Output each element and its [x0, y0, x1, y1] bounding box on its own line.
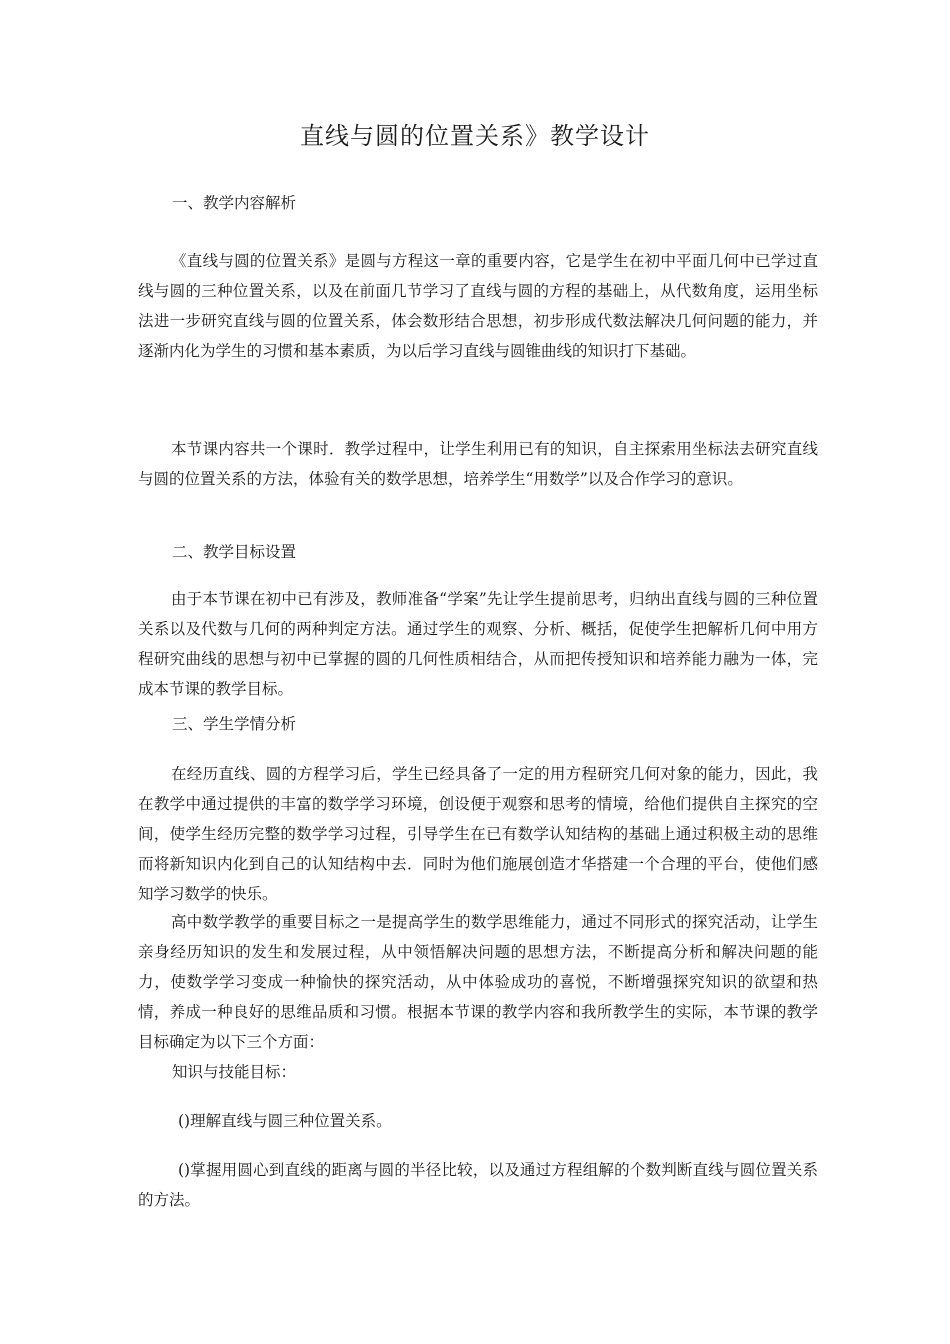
goal-item-2: ()掌握用圆心到直线的距离与圆的半径比较，以及通过方程组解的个数判断直线与圆位置关系的方法。 [138, 1161, 818, 1209]
section-heading-content-analysis: 一、教学内容解析 [172, 194, 297, 212]
paragraph-student-analysis-2: 高中数学教学的重要目标之一是提高学生的数学思维能力，通过不同形式的探究活动，让学生亲身经历知识的发生和发展过程，从中领悟解决问题的思想方法，不断提高分析和解决问题的能力，使数学学习变成一种愉快的探究活动，从中体验成功的喜悦，不断增强探究知识的欲望和热情，养成一种良好的思维品质和习惯。根据本节课的教学内容和我所教学生的实际，本节课的教学目标确定为以下三个方面： [138, 913, 818, 1051]
paragraph-teaching-goals-1: 由于本节课在初中已有涉及，教师准备“学案”先让学生提前思考，归纳出直线与圆的三种位置关系以及代数与几何的两种判定方法。通过学生的观察、分析、概括，促使学生把解析几何中用方程研究曲线的思想与初中已掌握的圆的几何性质相结合，从而把传授知识和培养能力融为一体，完成本节课的教学目标。 [138, 590, 818, 698]
paragraph-content-analysis-1: 《直线与圆的位置关系》是圆与方程这一章的重要内容，它是学生在初中平面几何中已学过直线与圆的三种位置关系，以及在前面几节学习了直线与圆的方程的基础上，从代数角度，运用坐标法进一步研究直线与圆的位置关系，体会数形结合思想，初步形成代数法解决几何问题的能力，并逐渐内化为学生的习惯和基本素质，为以后学习直线与圆锥曲线的知识打下基础。 [138, 252, 818, 360]
paragraph-content-analysis-2: 本节课内容共一个课时．教学过程中，让学生利用已有的知识，自主探索用坐标法去研究直线与圆的位置关系的方法，体验有关的数学思想，培养学生“用数学”以及合作学习的意识。 [138, 440, 818, 488]
section-heading-student-analysis: 三、学生学情分析 [172, 715, 297, 733]
goal-heading-knowledge-skills: 知识与技能目标： [172, 1063, 297, 1081]
goal-item-1: ()理解直线与圆三种位置关系。 [178, 1112, 392, 1130]
paragraph-student-analysis-1: 在经历直线、圆的方程学习后，学生已经具备了一定的用方程研究几何对象的能力，因此，我在教学中通过提供的丰富的数学学习环境，创设便于观察和思考的情境，给他们提供自主探究的空间，使学生经历完整的数学学习过程，引导学生在已有数学认知结构的基础上通过积极主动的思维而将新知识内化到自己的认知结构中去．同时为他们施展创造才华搭建一个合理的平台，使他们感知学习数学的快乐。 [138, 765, 818, 903]
section-heading-teaching-goals: 二、教学目标设置 [172, 543, 297, 561]
document-title: 直线与圆的位置关系》教学设计 [300, 122, 650, 150]
